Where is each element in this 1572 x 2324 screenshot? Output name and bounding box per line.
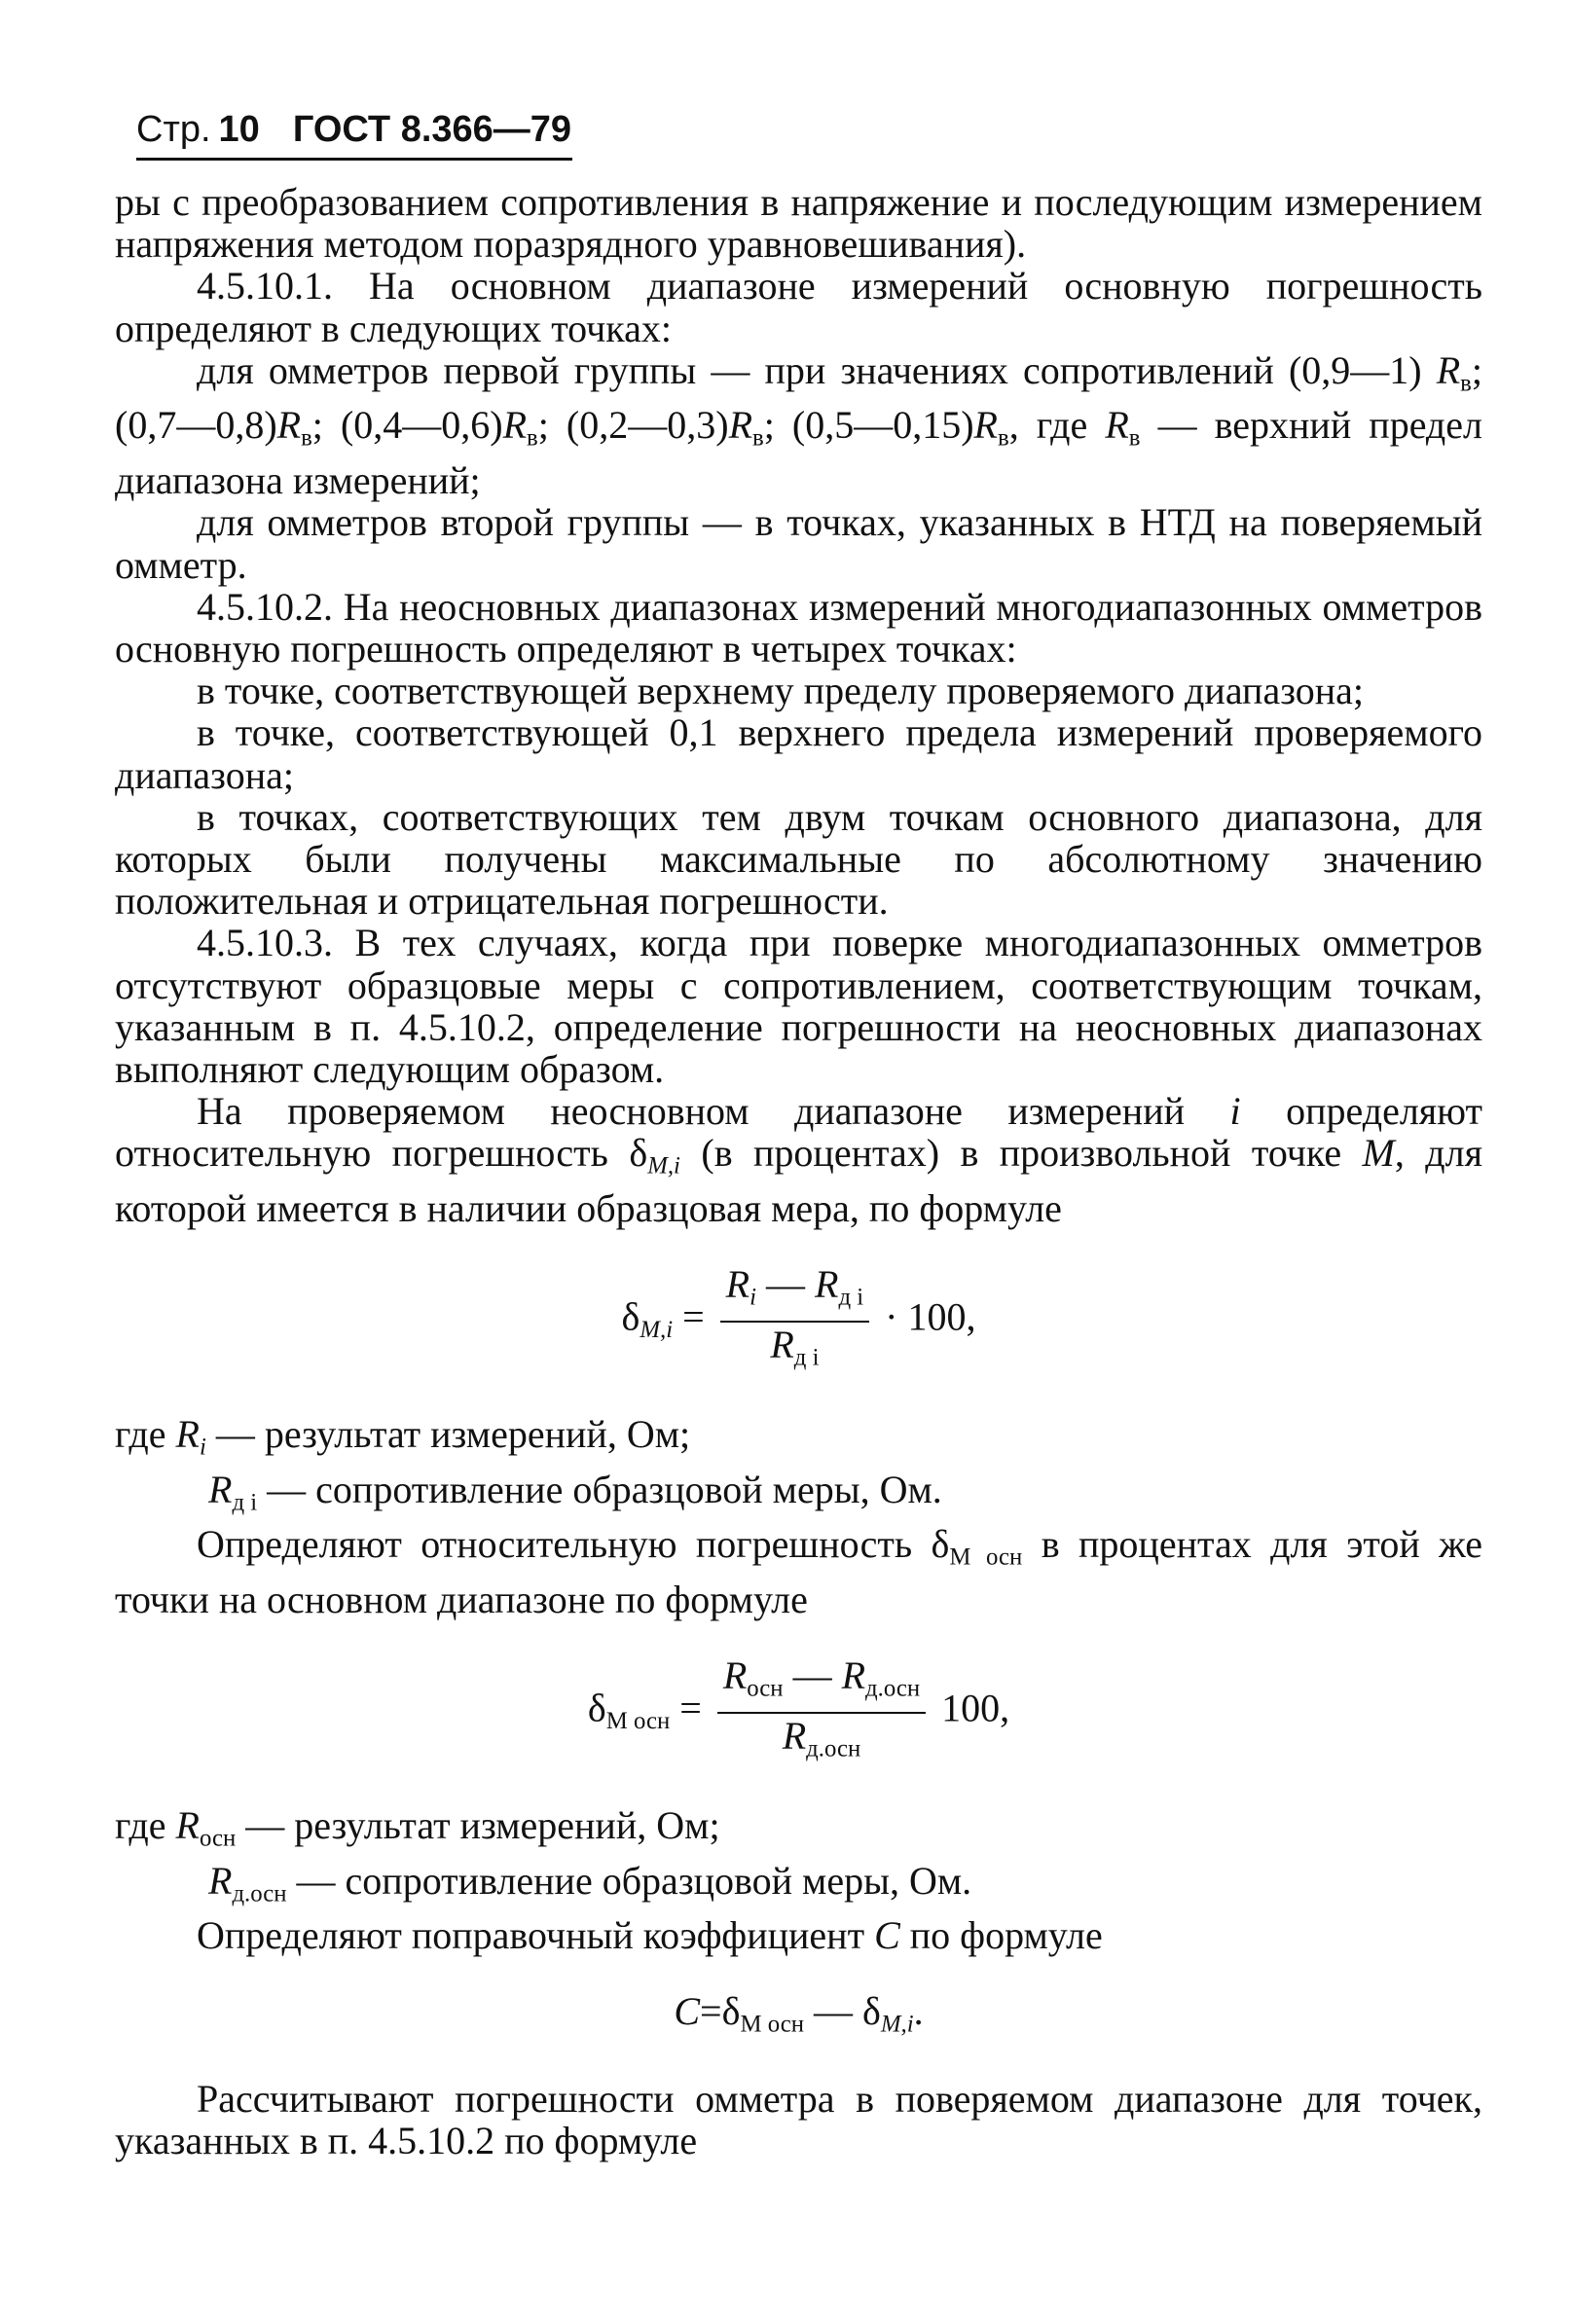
paragraph-correction-coefficient: Определяют поправочный коэффициент C по формуле <box>197 1913 1103 1958</box>
paragraph-relative-error: На проверяемом неосновном диапазоне измерений i определяют относительную погрешность $\delta_{M,i}$ (в процентах) в произвольной точке M, для которой имеется в наличии образцовая мера, по формуле <box>115 1089 1483 1230</box>
document-body <box>115 181 1482 2162</box>
paragraph-calculate-errors: Рассчитывают погрешности омметра в поверяемом диапазоне для точек, указанных в п. 4.5.10.2 по формуле <box>115 2077 1482 2163</box>
paragraph-main-range-error: Определяют относительную погрешность $\delta_{M осн}$ в процентах для этой же точки на основном диапазоне по формуле <box>115 1522 1483 1621</box>
list-item-upper-limit: в точке, соответствующей верхнему пределу проверяемого диапазона; <box>197 669 1365 713</box>
formula-delta-mi: $\delta_{M,i}$ = $\frac{R_i — R_{д i}}{R_{д i}}$ · 100, <box>115 1262 1482 1380</box>
where-line-rosn: где $R_{осн}$ — результат измерений, Ом; <box>115 1803 720 1852</box>
paragraph-group-two: для омметров второй группы — в точках, указанных в НТД на поверяемый омметр. <box>115 500 1482 587</box>
page-prefix: Стр. <box>136 109 211 150</box>
standard-code: ГОСТ 8.366—79 <box>292 109 572 150</box>
running-header <box>136 109 571 151</box>
paragraph-4-5-10-3: 4.5.10.3. В тех случаях, когда при поверке многодиапазонных омметров отсутствуют образцовые меры с сопротивлением, соответствующим точкам, указанным в п. 4.5.10.2, определение погрешности на неосновных диапазонах выполняют следующим образом. <box>115 921 1482 1091</box>
paragraph-4-5-10-2: 4.5.10.2. На неосновных диапазонах измерений многодиапазонных омметров основную погрешность определяют в четырех точках: <box>115 584 1482 671</box>
paragraph-group-one: для омметров первой группы — при значениях сопротивлений (0,9—1) $R_в$; $(0,7—0,8)R_в$; $(0,4—0,6)R_в$; $(0,2—0,3)R_в$; $(0,5—0,15)R_в$, где $R_в$ — верхний предел диапазона измерений; <box>115 347 1483 503</box>
header-rule <box>136 158 572 161</box>
formula-coefficient-c: $C=\delta_{M осн}$ — $\delta_{M,i}$. <box>674 1988 924 2037</box>
page-number: 10 <box>218 109 260 150</box>
fraction: $\frac{R_i — R_{д i}}{R_{д i}}$ <box>720 1262 869 1380</box>
paragraph-continuation: ры с преобразованием сопротивления в напряжение и последующим измерением напряжения методом поразрядного уравновешивания). <box>115 180 1482 267</box>
list-item-tenth-limit: в точке, соответствующей 0,1 верхнего предела измерений проверяемого диапазона; <box>115 710 1482 797</box>
formula-delta-mosn: $\delta_{M осн}$ = $\frac{R_{осн} — R_{д.осн}}{R_{д.осн}}$ 100, <box>115 1653 1482 1771</box>
where-line-rdosn: $R_{д.осн}$ — сопротивление образцовой меры, Ом. <box>208 1858 972 1907</box>
where-line-ri: где $R_i$ — результат измерений, Ом; <box>115 1412 691 1461</box>
paragraph-4-5-10-1: 4.5.10.1. На основном диапазоне измерений основную погрешность определяют в следующих точках: <box>115 264 1482 350</box>
fraction: $\frac{R_{осн} — R_{д.осн}}{R_{д.осн}}$ <box>717 1653 926 1771</box>
list-item-two-points: в точках, соответствующих тем двум точкам основного диапазона, для которых были получены максимальные по абсолютному значению положительная и отрицательная погрешности. <box>115 794 1482 924</box>
where-line-rdi: $R_{д i}$ — сопротивление образцовой меры, Ом. <box>208 1467 942 1516</box>
